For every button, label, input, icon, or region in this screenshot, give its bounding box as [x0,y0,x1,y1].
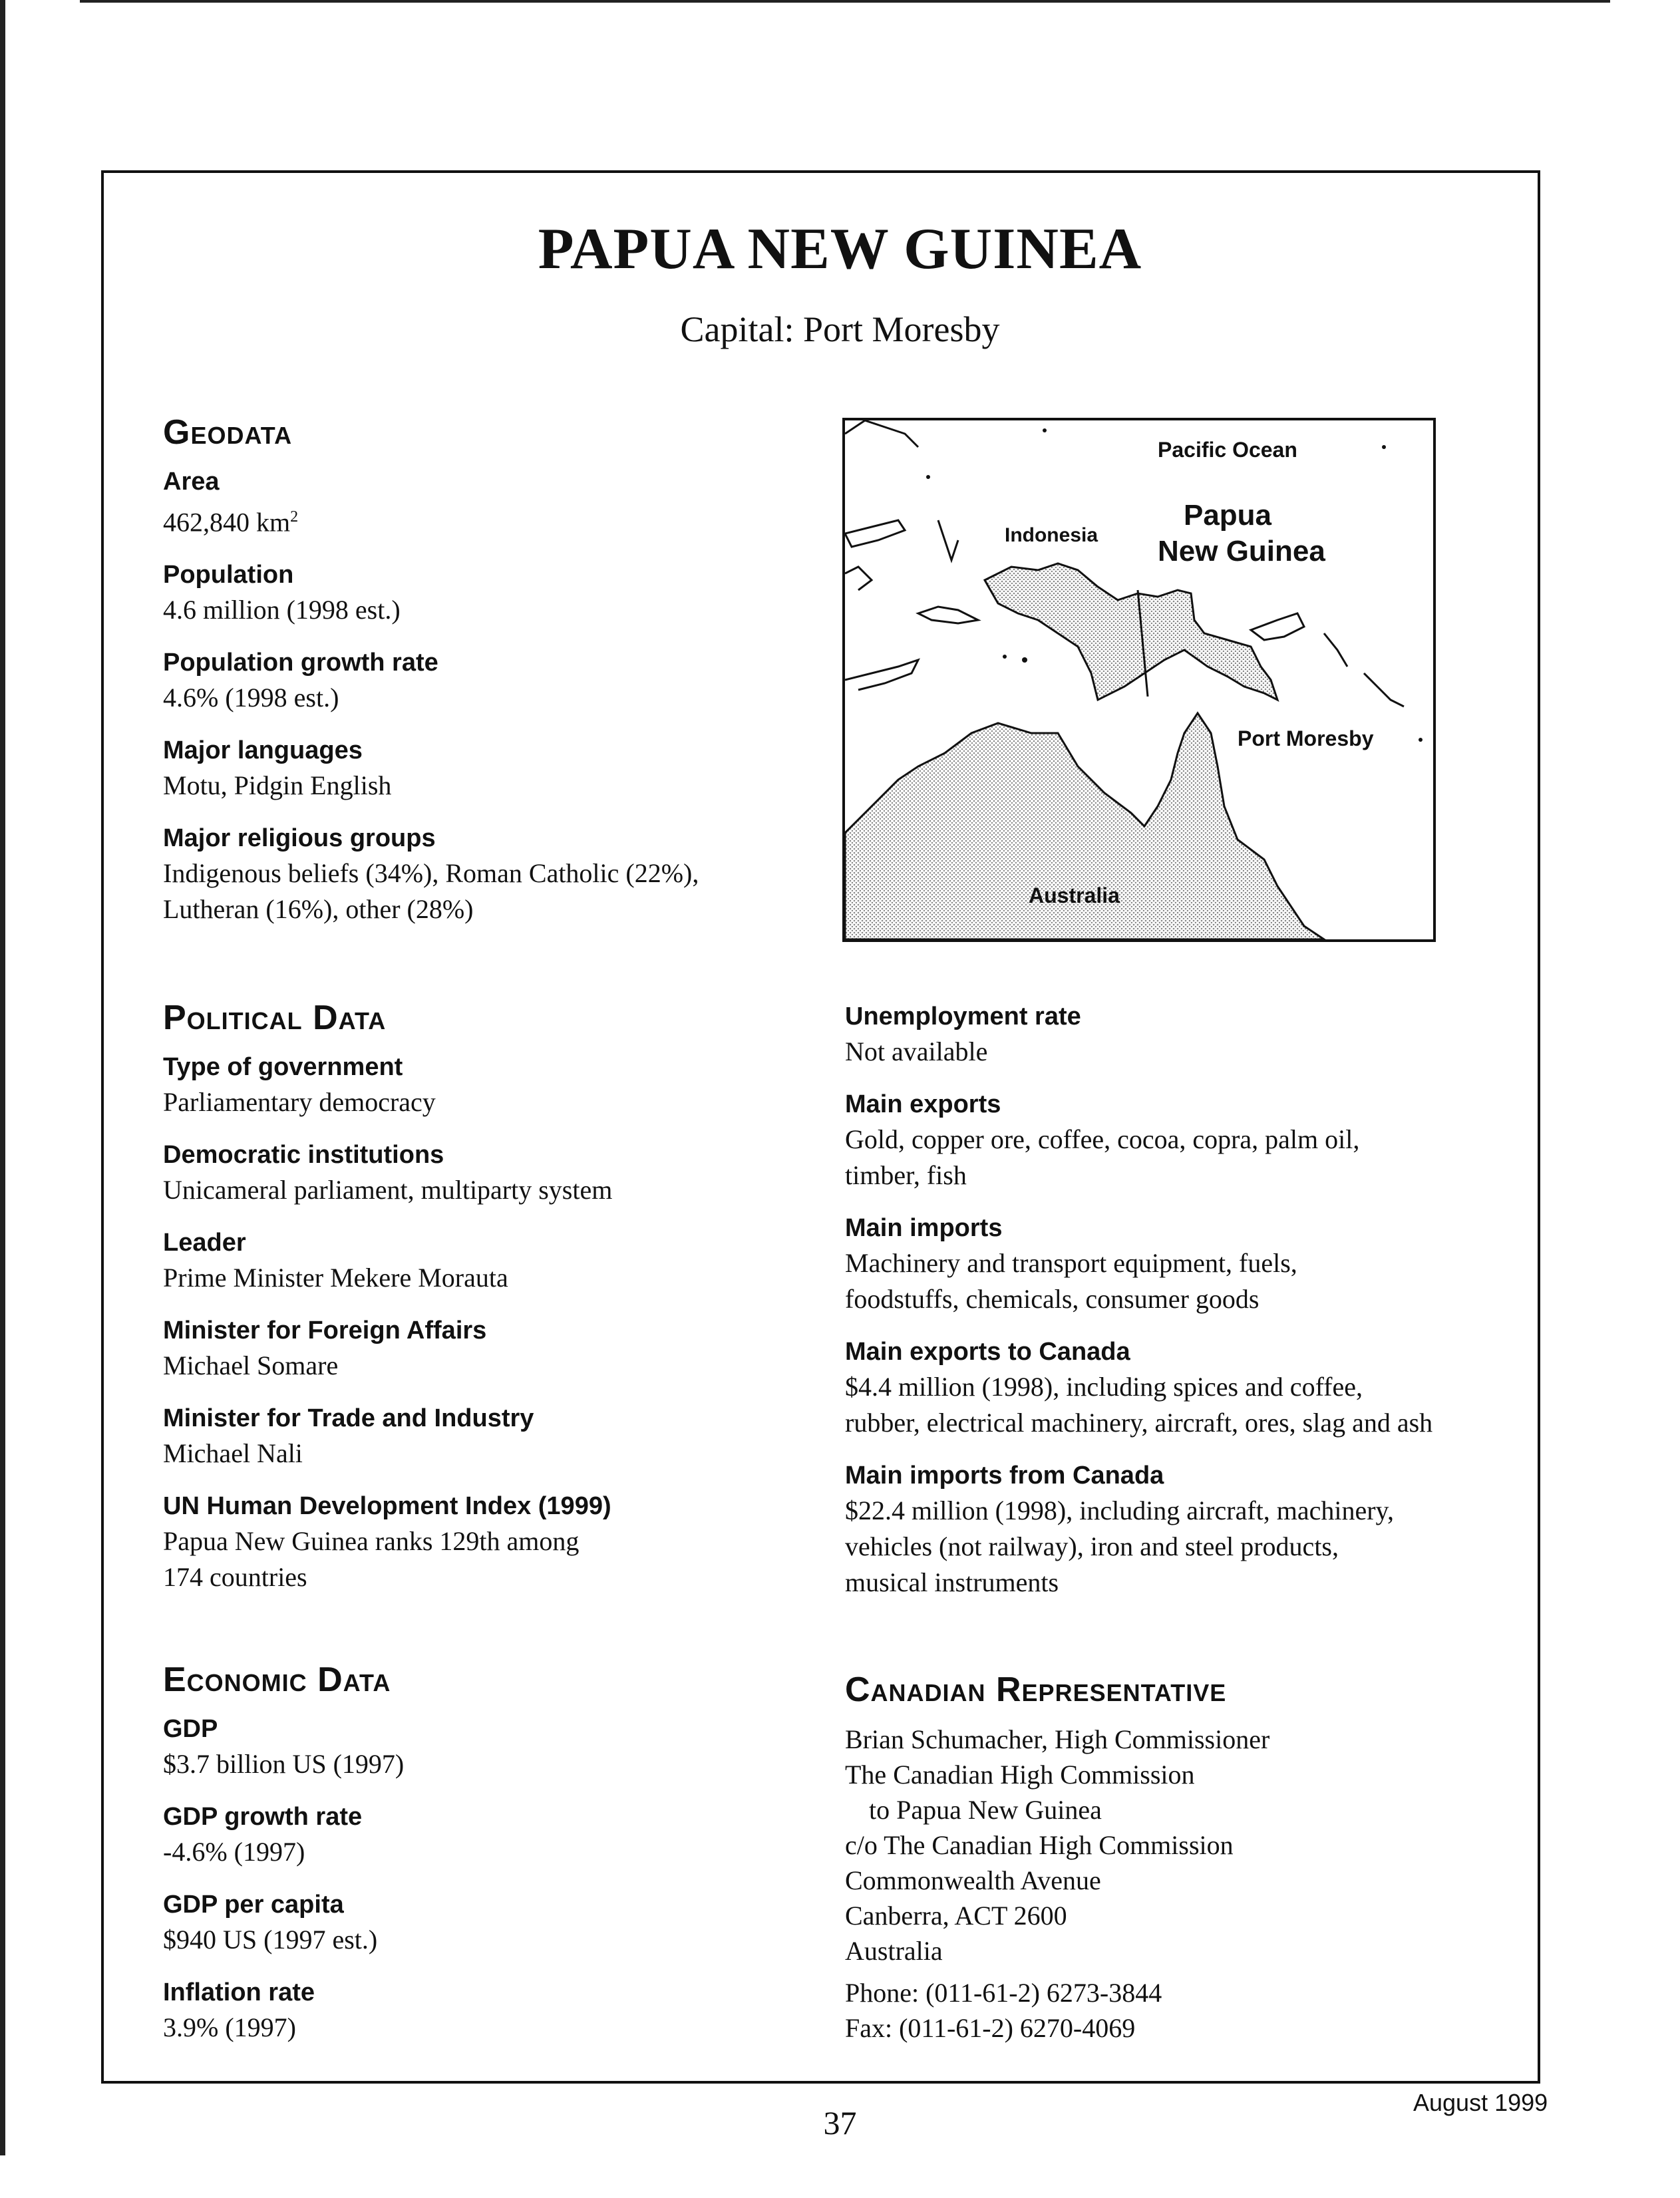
geodata-heading: Geodata [163,413,293,452]
region-map [842,418,1436,942]
gdp-per-capita-label: GDP per capita [163,1891,344,1919]
map-drawing [845,420,1433,939]
map-label-australia: Australia [1029,883,1120,907]
exports-to-canada-value-line-2: rubber, electrical machinery, aircraft, ores, slag and ash [845,1408,1433,1438]
imports-from-canada-value-line-2: vehicles (not railway), iron and steel products, [845,1531,1339,1561]
representative-care-of: c/o The Canadian High Commission [845,1830,1234,1860]
map-label-pacific-ocean: Pacific Ocean [1158,438,1297,462]
new-guinea-island [985,563,1277,700]
map-label-new-guinea: New Guinea [1158,535,1325,567]
representative-street: Commonwealth Avenue [845,1865,1101,1895]
exports-to-canada-label: Main exports to Canada [845,1338,1130,1366]
languages-label: Major languages [163,736,363,765]
gdp-per-capita-value: $940 US (1997 est.) [163,1925,378,1955]
political-heading: Political Data [163,999,387,1037]
map-label-port-moresby: Port Moresby [1238,726,1374,750]
unemployment-label: Unemployment rate [845,1003,1081,1030]
gdp-growth-value: -4.6% (1997) [163,1837,305,1867]
economic-heading: Economic Data [163,1660,391,1699]
area-unit-superscript: 2 [290,508,299,526]
page-number: 37 [823,2104,857,2141]
trade-section [845,999,1524,1618]
population-growth-value: 4.6% (1998 est.) [163,683,339,713]
gdp-label: GDP [163,1715,218,1743]
economic-section [163,1660,828,2063]
representative-office-cont: to Papua New Guinea [869,1795,1102,1825]
representative-fax: Fax: (011-61-2) 6270-4069 [845,2013,1136,2043]
languages-value: Motu, Pidgin English [163,770,392,801]
map-label-papua: Papua [1183,499,1272,532]
area-label: Area [163,468,220,496]
map-label-indonesia: Indonesia [1005,524,1098,546]
trade-minister-value: Michael Nali [163,1438,303,1468]
population-value: 4.6 million (1998 est.) [163,595,401,625]
foreign-affairs-value: Michael Somare [163,1350,339,1380]
inflation-label: Inflation rate [163,1978,315,2006]
imports-from-canada-value-line-1: $22.4 million (1998), including aircraft, machinery, [845,1495,1394,1525]
government-label: Type of government [163,1053,403,1081]
geodata-section [163,412,795,945]
religion-value-line-1: Indigenous beliefs (34%), Roman Catholic (22%), [163,858,699,889]
imports-from-canada-label: Main imports from Canada [845,1462,1164,1490]
representative-phone: Phone: (011-61-2) 6273-3844 [845,1978,1162,2008]
representative-section [845,1670,1524,2046]
trade-minister-label: Minister for Trade and Industry [163,1404,534,1432]
main-imports-value-line-2: foodstuffs, chemicals, consumer goods [845,1284,1260,1314]
foreign-affairs-label: Minister for Foreign Affairs [163,1317,487,1344]
unemployment-value: Not available [845,1036,988,1066]
main-imports-value-line-1: Machinery and transport equipment, fuels, [845,1248,1297,1278]
hdi-value-line-1: Papua New Guinea ranks 129th among [163,1526,580,1556]
population-label: Population [163,561,294,589]
leader-label: Leader [163,1229,246,1257]
hdi-value-line-2: 174 countries [163,1562,307,1592]
representative-country: Australia [845,1936,943,1966]
government-value: Parliamentary democracy [163,1087,436,1117]
inflation-value: 3.9% (1997) [163,2012,296,2042]
institutions-label: Democratic institutions [163,1141,444,1169]
representative-city: Canberra, ACT 2600 [845,1901,1067,1931]
main-exports-value-line-2: timber, fish [845,1160,967,1190]
imports-from-canada-value-line-3: musical instruments [845,1567,1059,1597]
scan-edge-top [80,0,1610,3]
hdi-label: UN Human Development Index (1999) [163,1492,611,1520]
gdp-growth-label: GDP growth rate [163,1803,363,1831]
religion-label: Major religious groups [163,824,436,853]
religion-value-line-2: Lutheran (16%), other (28%) [163,894,474,925]
representative-heading: Canadian Representative [845,1670,1227,1709]
population-growth-label: Population growth rate [163,649,438,677]
capital-line: Capital: Port Moresby [680,309,1000,349]
institutions-value: Unicameral parliament, multiparty system [163,1175,613,1205]
political-section [163,998,828,1613]
main-exports-value-line-1: Gold, copper ore, coffee, cocoa, copra, palm oil, [845,1124,1360,1154]
main-imports-label: Main imports [845,1214,1003,1242]
main-exports-label: Main exports [845,1090,1001,1118]
exports-to-canada-value-line-1: $4.4 million (1998), including spices and coffee, [845,1372,1363,1402]
representative-office: The Canadian High Commission [845,1760,1195,1790]
footer-date: August 1999 [1413,2089,1548,2116]
area-value: 462,840 $km^2$ [163,507,299,538]
leader-value: Prime Minister Mekere Morauta [163,1263,508,1293]
representative-name: Brian Schumacher, High Commissioner [845,1724,1270,1754]
page-title: PAPUA NEW GUINEA [538,217,1142,281]
gdp-value: $3.7 billion US (1997) [163,1749,405,1779]
new-britain-island [1251,613,1304,640]
